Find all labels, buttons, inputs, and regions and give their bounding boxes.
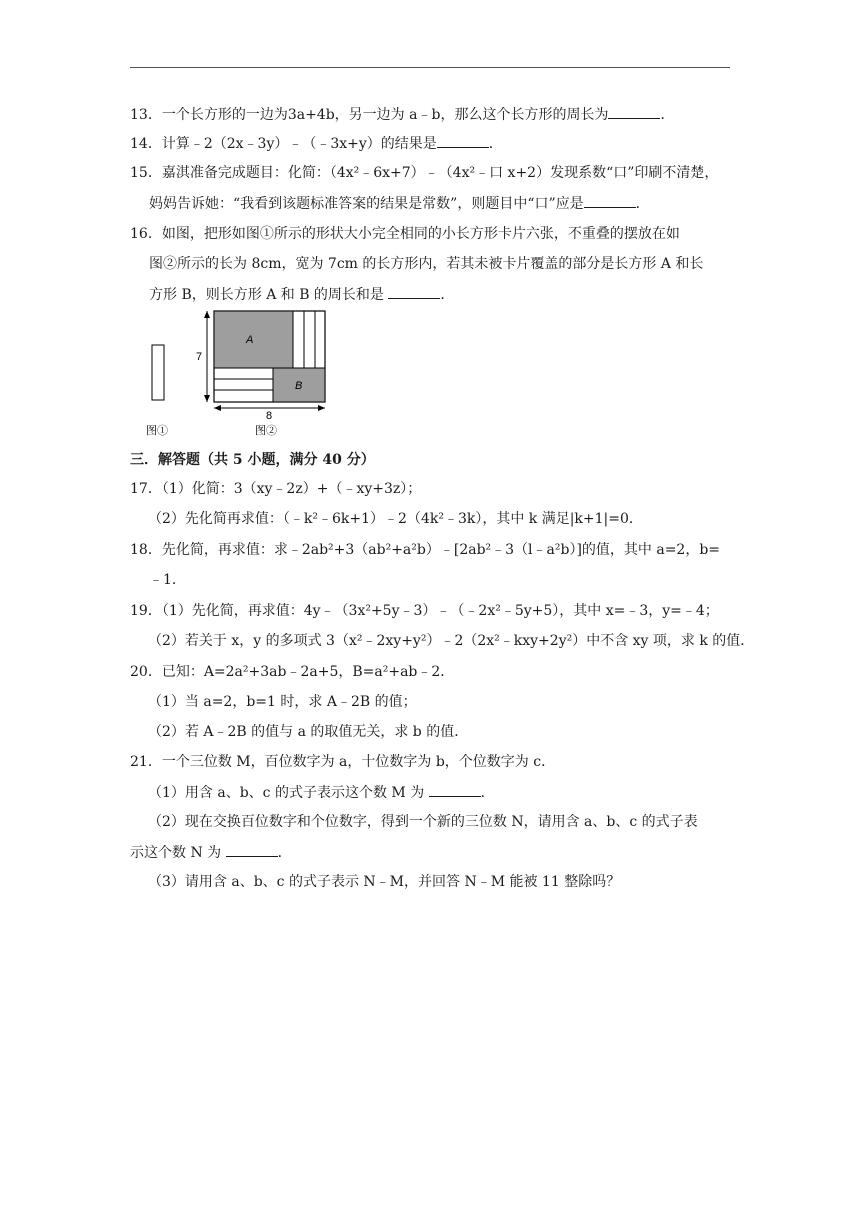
figure-2-caption: 图②: [255, 425, 277, 437]
answer-blank[interactable]: [608, 104, 660, 119]
arrow-up-icon: [204, 311, 210, 318]
punctuation: ．: [488, 136, 503, 152]
question-21-part2: （2）现在交换百位数字和个位数字，得到一个新的三位数 N，请用含 a、b、c 的式子表: [148, 814, 698, 830]
question-number: 13．: [130, 107, 162, 123]
question-19-part2: （2）若关于 x，y 的多项式 3（x²﹣2xy+y²）﹣2（2x²﹣kxy+2y²）中不含 xy 项，求 k 的值．: [148, 633, 755, 649]
question-21: 21．一个三位数 M，百位数字为 a，十位数字为 b，个位数字为 c．: [130, 754, 556, 770]
question-21-part1: [148, 782, 495, 803]
rectangle-figure: [140, 305, 340, 444]
question-18-cont: ﹣1．: [149, 572, 186, 588]
label-B: B: [295, 380, 303, 392]
punctuation: ．: [277, 845, 292, 861]
question-15-cont: [149, 193, 650, 214]
rectangle-A: [214, 311, 293, 368]
question-13: [130, 104, 674, 125]
question-21-part2-cont: [130, 842, 292, 863]
answer-blank[interactable]: [388, 284, 440, 299]
question-19: 19．（1）先化简，再求值：4y﹣（3x²+5y﹣3）﹣（﹣2x²﹣5y+5），其中 x=﹣3，y=﹣4；: [130, 603, 719, 619]
question-20-part1: （1）当 a=2，b=1 时，求 A﹣2B 的值；: [148, 694, 417, 710]
question-21-part3: （3）请用含 a、b、c 的式子表示 N﹣M，并回答 N﹣M 能被 11 整除吗？: [148, 874, 621, 890]
question-text-line1: 嘉淇准备完成题目：化简：（4x²﹣6x+7）﹣（4x²﹣口 x+2）发现系数“口”印刷不清楚，: [161, 165, 719, 181]
question-number: 14．: [130, 136, 162, 152]
question-15: [130, 163, 718, 183]
question-14: [130, 133, 503, 154]
arrow-right-icon: [318, 405, 325, 411]
question-number: 15．: [130, 165, 162, 181]
figure-svg: [140, 305, 340, 440]
arrow-left-icon: [214, 405, 221, 411]
width-label: 8: [266, 410, 273, 422]
question-20: 20．已知：A=2a²+3ab﹣2a+5，B=a²+ab﹣2．: [130, 664, 455, 680]
question-text: 示这个数 N 为: [130, 845, 226, 861]
question-16-cont2: [149, 284, 454, 305]
label-A: A: [246, 334, 254, 346]
question-text-line2: 图②所示的长为 8cm，宽为 7cm 的长方形内，若其未被卡片覆盖的部分是长方形 A 和长: [149, 256, 704, 272]
punctuation: ．: [480, 785, 495, 801]
question-17-part2: （2）先化简再求值：（﹣k²﹣6k+1）﹣2（4k²﹣3k），其中 k 满足|k+1|=0．: [148, 511, 643, 527]
answer-blank[interactable]: [429, 782, 481, 797]
header-rule: [130, 67, 730, 68]
question-16-cont1: [149, 254, 703, 274]
punctuation: ．: [440, 287, 455, 303]
question-20-part2: （2）若 A﹣2B 的值与 a 的取值无关，求 b 的值．: [148, 724, 469, 740]
question-text-line1: 如图，把形如图①所示的形状大小完全相同的小长方形卡片六张，不重叠的摆放在如: [161, 226, 680, 242]
arrow-down-icon: [204, 395, 210, 402]
question-number: 16．: [130, 226, 162, 242]
question-text-line2: 妈妈告诉她：“我看到该题标准答案的结果是常数”，则题目中“口”应是: [149, 196, 584, 212]
answer-blank[interactable]: [437, 133, 489, 148]
section-heading: 三．解答题（共 5 小题，满分 40 分）: [130, 452, 375, 468]
question-18: 18．先化简，再求值：求﹣2ab²+3（ab²+a²b）﹣[2ab²﹣3（l﹣a²b）]的值，其中 a=2，b=: [130, 542, 721, 558]
figure-1-caption: 图①: [146, 425, 168, 437]
question-16: [130, 224, 680, 244]
punctuation: ．: [660, 107, 675, 123]
answer-blank[interactable]: [226, 842, 278, 857]
question-text: （1）用含 a、b、c 的式子表示这个数 M 为: [148, 785, 429, 801]
small-card: [152, 345, 164, 400]
height-label: 7: [196, 351, 203, 363]
punctuation: ．: [635, 196, 650, 212]
question-17: 17．（1）化简：3（xy﹣2z）+（﹣xy+3z）；: [130, 481, 422, 497]
question-text: 一个长方形的一边为3a+4b，另一边为 a﹣b，那么这个长方形的周长为: [161, 107, 609, 123]
answer-blank[interactable]: [584, 193, 636, 208]
question-text: 计算﹣2（2x﹣3y）﹣（﹣3x+y）的结果是: [161, 136, 437, 152]
question-text-line3: 方形 B，则长方形 A 和 B 的周长和是: [149, 287, 389, 303]
